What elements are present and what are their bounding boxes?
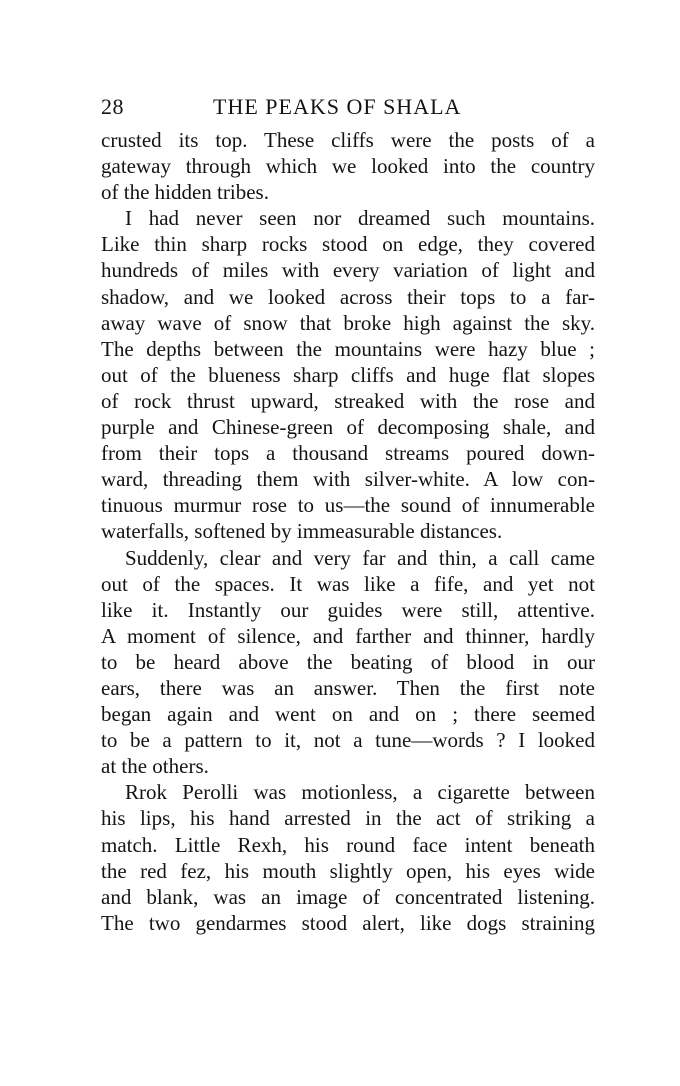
text-line: and blank, was an image of concentrated listening. (101, 884, 595, 909)
text-line: of rock thrust upward, streaked with the rose and (101, 388, 595, 413)
text-line: at the others. (101, 754, 209, 779)
paragraph-first-line: I had never seen nor dreamed such mountains. (125, 206, 595, 231)
paragraph-first-line: Rrok Perolli was motionless, a cigarette between (125, 780, 595, 805)
text-line: gateway through which we looked into the country (101, 154, 595, 179)
text-line: tinuous murmur rose to us—the sound of innumerable (101, 493, 595, 518)
text-line: to be a pattern to it, not a tune—words ? I looked (101, 728, 595, 753)
running-title: THE PEAKS OF SHALA (213, 94, 462, 119)
body-text (101, 127, 595, 936)
text-line: Like thin sharp rocks stood on edge, they covered (101, 232, 595, 257)
text-line: his lips, his hand arrested in the act of striking a (101, 806, 595, 831)
text-line: out of the spaces. It was like a fife, and yet not (101, 571, 595, 596)
text-line: A moment of silence, and farther and thinner, hardly (101, 623, 595, 648)
text-line: like it. Instantly our guides were still, attentive. (101, 597, 595, 622)
text-line: began again and went on and on ; there seemed (101, 702, 595, 727)
text-line: the red fez, his mouth slightly open, his eyes wide (101, 858, 595, 883)
text-line: out of the blueness sharp cliffs and huge flat slopes (101, 362, 595, 387)
text-line: The two gendarmes stood alert, like dogs straining (101, 910, 595, 935)
paragraph-first-line: Suddenly, clear and very far and thin, a call came (125, 545, 595, 570)
text-line: shadow, and we looked across their tops to a far- (101, 284, 595, 309)
text-line: The depths between the mountains were hazy blue ; (101, 336, 595, 361)
text-line: of the hidden tribes. (101, 180, 269, 205)
text-line: waterfalls, softened by immeasurable distances. (101, 519, 503, 544)
text-line: ward, threading them with silver-white. A low con- (101, 467, 595, 492)
text-line: hundreds of miles with every variation of light and (101, 258, 595, 283)
text-line: match. Little Rexh, his round face intent beneath (101, 832, 595, 857)
text-line: away wave of snow that broke high against the sky. (101, 310, 595, 335)
page-number: 28 (101, 94, 124, 119)
text-line: to be heard above the beating of blood in our (101, 649, 595, 674)
running-header (101, 92, 595, 122)
text-line: crusted its top. These cliffs were the posts of a (101, 128, 595, 152)
text-line: from their tops a thousand streams poured down- (101, 441, 595, 466)
text-line: ears, there was an answer. Then the first note (101, 675, 595, 700)
text-line: purple and Chinese-green of decomposing shale, and (101, 415, 595, 440)
